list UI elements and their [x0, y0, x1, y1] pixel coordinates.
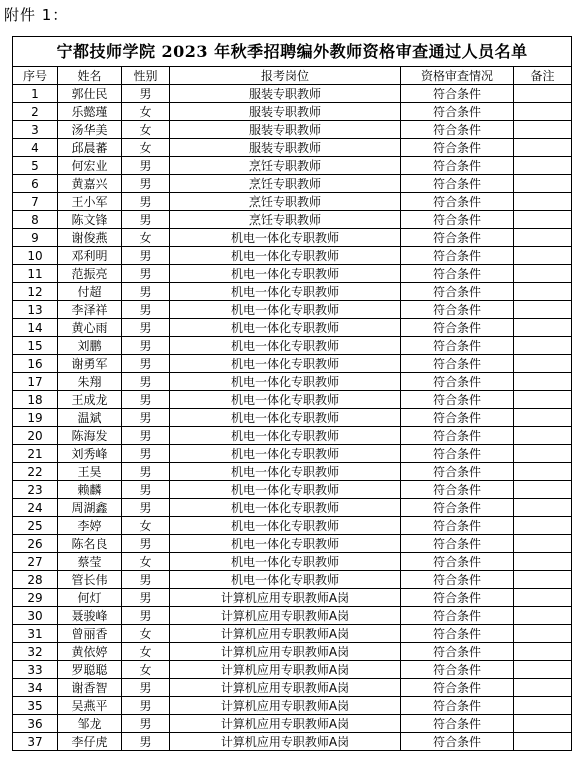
- table-row: [13, 211, 572, 229]
- cell-result: 符合条件: [401, 499, 514, 517]
- cell-result: 符合条件: [401, 319, 514, 337]
- table-row: [13, 139, 572, 157]
- title-row: [13, 37, 572, 67]
- table-row: [13, 121, 572, 139]
- cell-note: [514, 463, 572, 481]
- table-row: [13, 229, 572, 247]
- cell-result: 符合条件: [401, 607, 514, 625]
- cell-result: 符合条件: [401, 409, 514, 427]
- cell-name: 付超: [58, 283, 122, 301]
- table-row: [13, 661, 572, 679]
- cell-result: 符合条件: [401, 247, 514, 265]
- cell-result: 符合条件: [401, 463, 514, 481]
- cell-note: [514, 571, 572, 589]
- cell-name: 郭仕民: [58, 85, 122, 103]
- cell-sex: 男: [122, 535, 170, 553]
- cell-result: 符合条件: [401, 121, 514, 139]
- cell-sex: 女: [122, 103, 170, 121]
- header-sex: 性别: [122, 67, 170, 85]
- cell-name: 刘秀峰: [58, 445, 122, 463]
- cell-result: 符合条件: [401, 427, 514, 445]
- cell-post: 计算机应用专职教师A岗: [170, 715, 401, 733]
- cell-no: 21: [13, 445, 58, 463]
- cell-no: 13: [13, 301, 58, 319]
- header-note: 备注: [514, 67, 572, 85]
- header-name: 姓名: [58, 67, 122, 85]
- cell-name: 邓利明: [58, 247, 122, 265]
- cell-note: [514, 103, 572, 121]
- cell-no: 23: [13, 481, 58, 499]
- cell-result: 符合条件: [401, 355, 514, 373]
- cell-result: 符合条件: [401, 517, 514, 535]
- cell-name: 黄依婷: [58, 643, 122, 661]
- cell-post: 计算机应用专职教师A岗: [170, 733, 401, 751]
- cell-note: [514, 661, 572, 679]
- cell-no: 37: [13, 733, 58, 751]
- table-row: [13, 283, 572, 301]
- cell-name: 黄嘉兴: [58, 175, 122, 193]
- cell-no: 32: [13, 643, 58, 661]
- cell-no: 10: [13, 247, 58, 265]
- cell-sex: 女: [122, 139, 170, 157]
- header-no: 序号: [13, 67, 58, 85]
- document-title: 宁都技师学院 2023 年秋季招聘编外教师资格审查通过人员名单: [13, 37, 572, 67]
- table-row: [13, 697, 572, 715]
- cell-name: 王成龙: [58, 391, 122, 409]
- cell-result: 符合条件: [401, 229, 514, 247]
- cell-no: 4: [13, 139, 58, 157]
- cell-sex: 男: [122, 247, 170, 265]
- cell-sex: 男: [122, 481, 170, 499]
- cell-no: 7: [13, 193, 58, 211]
- attachment-label: 附件 1：: [4, 6, 69, 24]
- cell-name: 谢勇军: [58, 355, 122, 373]
- cell-post: 机电一体化专职教师: [170, 571, 401, 589]
- cell-note: [514, 535, 572, 553]
- cell-no: 25: [13, 517, 58, 535]
- cell-sex: 男: [122, 445, 170, 463]
- cell-no: 6: [13, 175, 58, 193]
- cell-post: 计算机应用专职教师A岗: [170, 697, 401, 715]
- table-row: [13, 625, 572, 643]
- cell-no: 22: [13, 463, 58, 481]
- cell-no: 35: [13, 697, 58, 715]
- cell-sex: 男: [122, 427, 170, 445]
- cell-post: 计算机应用专职教师A岗: [170, 679, 401, 697]
- cell-note: [514, 427, 572, 445]
- cell-name: 谢香智: [58, 679, 122, 697]
- cell-note: [514, 715, 572, 733]
- cell-no: 16: [13, 355, 58, 373]
- cell-sex: 女: [122, 643, 170, 661]
- cell-post: 机电一体化专职教师: [170, 427, 401, 445]
- cell-no: 14: [13, 319, 58, 337]
- cell-sex: 男: [122, 175, 170, 193]
- cell-note: [514, 175, 572, 193]
- table-row: [13, 571, 572, 589]
- cell-note: [514, 247, 572, 265]
- cell-post: 机电一体化专职教师: [170, 535, 401, 553]
- cell-sex: 男: [122, 463, 170, 481]
- cell-post: 烹饪专职教师: [170, 175, 401, 193]
- cell-no: 36: [13, 715, 58, 733]
- cell-result: 符合条件: [401, 571, 514, 589]
- cell-sex: 男: [122, 391, 170, 409]
- cell-name: 刘鹏: [58, 337, 122, 355]
- cell-name: 邹龙: [58, 715, 122, 733]
- table-row: [13, 517, 572, 535]
- cell-sex: 女: [122, 625, 170, 643]
- cell-post: 计算机应用专职教师A岗: [170, 607, 401, 625]
- cell-sex: 男: [122, 319, 170, 337]
- table-row: [13, 733, 572, 751]
- cell-note: [514, 319, 572, 337]
- cell-result: 符合条件: [401, 85, 514, 103]
- cell-result: 符合条件: [401, 697, 514, 715]
- cell-note: [514, 409, 572, 427]
- cell-no: 28: [13, 571, 58, 589]
- cell-name: 罗聪聪: [58, 661, 122, 679]
- cell-no: 5: [13, 157, 58, 175]
- table-row: [13, 499, 572, 517]
- cell-note: [514, 157, 572, 175]
- cell-note: [514, 355, 572, 373]
- cell-result: 符合条件: [401, 661, 514, 679]
- cell-post: 机电一体化专职教师: [170, 229, 401, 247]
- table-row: [13, 427, 572, 445]
- table-row: [13, 355, 572, 373]
- cell-sex: 男: [122, 193, 170, 211]
- cell-name: 李仔虎: [58, 733, 122, 751]
- table-row: [13, 553, 572, 571]
- cell-no: 33: [13, 661, 58, 679]
- cell-no: 27: [13, 553, 58, 571]
- cell-result: 符合条件: [401, 481, 514, 499]
- cell-post: 计算机应用专职教师A岗: [170, 661, 401, 679]
- cell-post: 机电一体化专职教师: [170, 319, 401, 337]
- cell-name: 吴燕平: [58, 697, 122, 715]
- cell-name: 朱翔: [58, 373, 122, 391]
- cell-result: 符合条件: [401, 643, 514, 661]
- cell-note: [514, 139, 572, 157]
- cell-no: 30: [13, 607, 58, 625]
- cell-note: [514, 697, 572, 715]
- cell-sex: 男: [122, 85, 170, 103]
- cell-note: [514, 625, 572, 643]
- cell-name: 陈名良: [58, 535, 122, 553]
- table-row: [13, 247, 572, 265]
- cell-post: 机电一体化专职教师: [170, 265, 401, 283]
- cell-post: 烹饪专职教师: [170, 211, 401, 229]
- cell-sex: 男: [122, 679, 170, 697]
- cell-sex: 男: [122, 283, 170, 301]
- table-row: [13, 463, 572, 481]
- cell-result: 符合条件: [401, 337, 514, 355]
- cell-sex: 男: [122, 607, 170, 625]
- cell-result: 符合条件: [401, 535, 514, 553]
- cell-note: [514, 193, 572, 211]
- cell-post: 机电一体化专职教师: [170, 409, 401, 427]
- cell-no: 2: [13, 103, 58, 121]
- cell-sex: 女: [122, 517, 170, 535]
- cell-post: 机电一体化专职教师: [170, 337, 401, 355]
- cell-name: 王小军: [58, 193, 122, 211]
- table-row: [13, 607, 572, 625]
- table-row: [13, 643, 572, 661]
- cell-sex: 女: [122, 229, 170, 247]
- cell-result: 符合条件: [401, 157, 514, 175]
- cell-post: 服装专职教师: [170, 85, 401, 103]
- cell-name: 乐懿瑾: [58, 103, 122, 121]
- cell-post: 计算机应用专职教师A岗: [170, 589, 401, 607]
- cell-result: 符合条件: [401, 625, 514, 643]
- cell-sex: 男: [122, 409, 170, 427]
- cell-post: 机电一体化专职教师: [170, 553, 401, 571]
- cell-note: [514, 265, 572, 283]
- cell-post: 计算机应用专职教师A岗: [170, 625, 401, 643]
- table-row: [13, 301, 572, 319]
- cell-name: 邱晨蕃: [58, 139, 122, 157]
- cell-note: [514, 391, 572, 409]
- cell-name: 陈文锋: [58, 211, 122, 229]
- cell-sex: 男: [122, 697, 170, 715]
- table-row: [13, 265, 572, 283]
- cell-no: 34: [13, 679, 58, 697]
- cell-note: [514, 589, 572, 607]
- cell-no: 11: [13, 265, 58, 283]
- cell-note: [514, 517, 572, 535]
- cell-post: 机电一体化专职教师: [170, 499, 401, 517]
- cell-no: 24: [13, 499, 58, 517]
- table-row: [13, 715, 572, 733]
- cell-post: 机电一体化专职教师: [170, 481, 401, 499]
- cell-note: [514, 85, 572, 103]
- cell-sex: 女: [122, 553, 170, 571]
- cell-note: [514, 733, 572, 751]
- cell-sex: 男: [122, 211, 170, 229]
- cell-post: 服装专职教师: [170, 103, 401, 121]
- cell-note: [514, 445, 572, 463]
- header-row: [13, 67, 572, 85]
- qualification-list-table: [12, 36, 572, 751]
- cell-note: [514, 301, 572, 319]
- cell-no: 18: [13, 391, 58, 409]
- table-row: [13, 319, 572, 337]
- cell-result: 符合条件: [401, 265, 514, 283]
- table-row: [13, 481, 572, 499]
- cell-result: 符合条件: [401, 679, 514, 697]
- cell-no: 20: [13, 427, 58, 445]
- cell-result: 符合条件: [401, 733, 514, 751]
- cell-no: 26: [13, 535, 58, 553]
- cell-note: [514, 337, 572, 355]
- cell-result: 符合条件: [401, 193, 514, 211]
- cell-post: 机电一体化专职教师: [170, 445, 401, 463]
- cell-note: [514, 553, 572, 571]
- table-row: [13, 535, 572, 553]
- cell-result: 符合条件: [401, 715, 514, 733]
- table-row: [13, 391, 572, 409]
- cell-name: 何宏业: [58, 157, 122, 175]
- cell-note: [514, 283, 572, 301]
- table-row: [13, 373, 572, 391]
- cell-name: 管长伟: [58, 571, 122, 589]
- cell-post: 机电一体化专职教师: [170, 373, 401, 391]
- cell-name: 温斌: [58, 409, 122, 427]
- cell-no: 12: [13, 283, 58, 301]
- cell-name: 范振亮: [58, 265, 122, 283]
- cell-post: 机电一体化专职教师: [170, 355, 401, 373]
- cell-name: 赖麟: [58, 481, 122, 499]
- cell-result: 符合条件: [401, 211, 514, 229]
- cell-post: 机电一体化专职教师: [170, 283, 401, 301]
- cell-sex: 女: [122, 661, 170, 679]
- cell-post: 服装专职教师: [170, 139, 401, 157]
- cell-name: 蔡莹: [58, 553, 122, 571]
- cell-result: 符合条件: [401, 445, 514, 463]
- table-row: [13, 193, 572, 211]
- cell-result: 符合条件: [401, 373, 514, 391]
- cell-no: 19: [13, 409, 58, 427]
- cell-note: [514, 373, 572, 391]
- cell-post: 机电一体化专职教师: [170, 247, 401, 265]
- cell-name: 汤华美: [58, 121, 122, 139]
- cell-no: 31: [13, 625, 58, 643]
- table-row: [13, 103, 572, 121]
- cell-no: 9: [13, 229, 58, 247]
- cell-post: 机电一体化专职教师: [170, 463, 401, 481]
- cell-note: [514, 607, 572, 625]
- cell-name: 何灯: [58, 589, 122, 607]
- cell-name: 谢俊燕: [58, 229, 122, 247]
- table-row: [13, 85, 572, 103]
- cell-result: 符合条件: [401, 391, 514, 409]
- cell-result: 符合条件: [401, 103, 514, 121]
- cell-note: [514, 211, 572, 229]
- header-post: 报考岗位: [170, 67, 401, 85]
- cell-no: 17: [13, 373, 58, 391]
- cell-note: [514, 121, 572, 139]
- cell-sex: 男: [122, 265, 170, 283]
- cell-sex: 男: [122, 337, 170, 355]
- cell-post: 服装专职教师: [170, 121, 401, 139]
- cell-note: [514, 679, 572, 697]
- cell-post: 计算机应用专职教师A岗: [170, 643, 401, 661]
- cell-result: 符合条件: [401, 553, 514, 571]
- cell-sex: 女: [122, 121, 170, 139]
- cell-sex: 男: [122, 715, 170, 733]
- cell-sex: 男: [122, 157, 170, 175]
- cell-sex: 男: [122, 355, 170, 373]
- table-row: [13, 589, 572, 607]
- cell-name: 陈海发: [58, 427, 122, 445]
- cell-name: 黄心雨: [58, 319, 122, 337]
- cell-note: [514, 499, 572, 517]
- cell-sex: 男: [122, 373, 170, 391]
- table-body: [13, 85, 572, 751]
- cell-no: 3: [13, 121, 58, 139]
- cell-name: 李婷: [58, 517, 122, 535]
- cell-note: [514, 229, 572, 247]
- cell-result: 符合条件: [401, 175, 514, 193]
- table-row: [13, 175, 572, 193]
- cell-sex: 男: [122, 733, 170, 751]
- cell-result: 符合条件: [401, 283, 514, 301]
- cell-post: 机电一体化专职教师: [170, 391, 401, 409]
- cell-post: 机电一体化专职教师: [170, 301, 401, 319]
- cell-sex: 男: [122, 301, 170, 319]
- header-result: 资格审查情况: [401, 67, 514, 85]
- cell-no: 29: [13, 589, 58, 607]
- cell-name: 曾丽香: [58, 625, 122, 643]
- cell-sex: 男: [122, 571, 170, 589]
- cell-name: 李泽祥: [58, 301, 122, 319]
- cell-name: 王昊: [58, 463, 122, 481]
- cell-note: [514, 481, 572, 499]
- cell-name: 聂骏峰: [58, 607, 122, 625]
- cell-post: 机电一体化专职教师: [170, 517, 401, 535]
- cell-result: 符合条件: [401, 589, 514, 607]
- cell-sex: 男: [122, 589, 170, 607]
- cell-name: 周湖鑫: [58, 499, 122, 517]
- cell-no: 15: [13, 337, 58, 355]
- table-row: [13, 445, 572, 463]
- table-row: [13, 157, 572, 175]
- cell-result: 符合条件: [401, 301, 514, 319]
- table-row: [13, 409, 572, 427]
- cell-no: 8: [13, 211, 58, 229]
- table-row: [13, 679, 572, 697]
- cell-no: 1: [13, 85, 58, 103]
- cell-post: 烹饪专职教师: [170, 193, 401, 211]
- cell-result: 符合条件: [401, 139, 514, 157]
- cell-post: 烹饪专职教师: [170, 157, 401, 175]
- table-row: [13, 337, 572, 355]
- cell-sex: 男: [122, 499, 170, 517]
- cell-note: [514, 643, 572, 661]
